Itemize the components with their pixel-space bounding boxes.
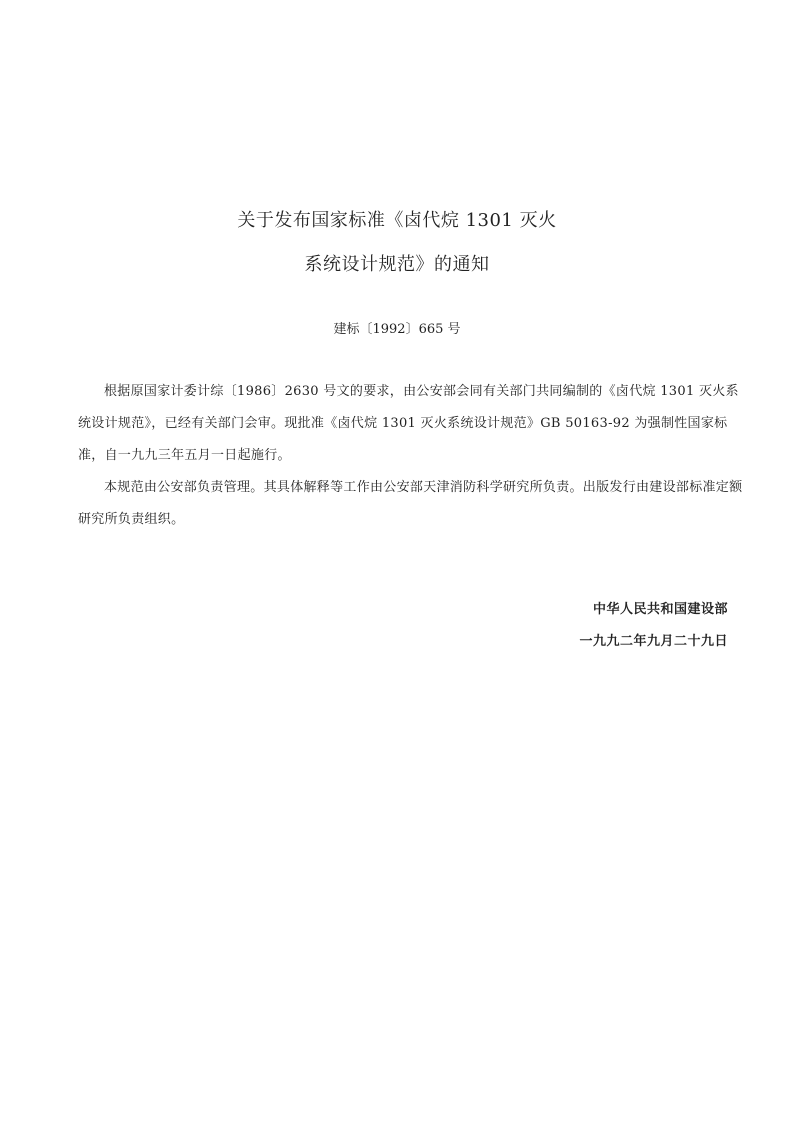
document-number: 建标〔1992〕665 号 (333, 322, 461, 337)
document-body (78, 376, 750, 536)
signature-date: 一九九二年九月二十九日 (579, 634, 728, 649)
document-title-line-2: 系统设计规范》的通知 (304, 254, 490, 275)
body-paragraph-2: 本规范由公安部负责管理。其具体解释等工作由公安部天津消防科学研究所负责。出版发行由建设部标准定额研究所负责组织。 (78, 480, 743, 527)
document-title-line-1: 关于发布国家标准《卤代烷 1301 灭火 (237, 210, 557, 231)
body-paragraph-1: 根据原国家计委计综〔1986〕2630 号文的要求，由公安部会同有关部门共同编制的《卤代烷 1301 灭火系统设计规范》，已经有关部门会审。现批准《卤代烷 1301 灭火系统设计规范》GB 50163-92 为强制性国家标准，自一九九三年五月一日起施行。 (78, 384, 739, 463)
signature-organization: 中华人民共和国建设部 (592, 602, 728, 617)
